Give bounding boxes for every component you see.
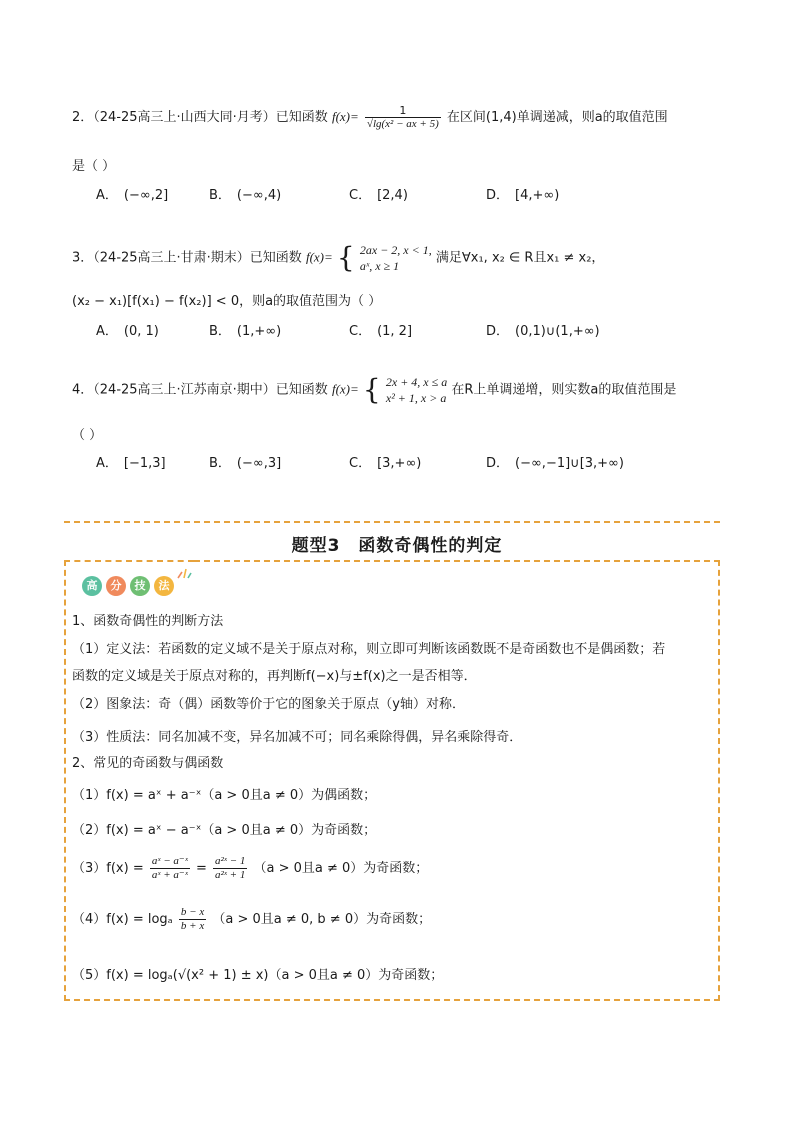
q3-option-a[interactable] bbox=[96, 320, 159, 339]
option-value: [4,+∞) bbox=[515, 188, 560, 203]
q3-cases bbox=[360, 242, 432, 274]
q4-cases bbox=[386, 374, 447, 406]
sparkle-icon bbox=[176, 566, 192, 580]
q3-prefix: 3．（24-25高三上·甘肃·期末）已知函数 bbox=[72, 250, 302, 266]
badge-ji: 技 bbox=[130, 576, 150, 596]
left-brace-icon: { bbox=[336, 241, 355, 274]
section-top-divider bbox=[64, 521, 720, 523]
q3-stem bbox=[72, 242, 604, 274]
section-title: 题型3 函数奇偶性的判定 bbox=[291, 536, 503, 556]
q2-option-b[interactable] bbox=[209, 184, 281, 203]
option-label: B． bbox=[209, 456, 231, 471]
q2-denominator: √lg(x² − ax + 5) bbox=[366, 118, 439, 130]
option-label: A． bbox=[96, 456, 118, 471]
q3-option-c[interactable] bbox=[349, 320, 412, 339]
option-label: A． bbox=[96, 324, 118, 339]
option-value: [2,4) bbox=[377, 188, 408, 203]
q2-prefix: 2．（24-25高三上·山西大同·月考）已知函数 bbox=[72, 110, 328, 125]
e4-prefix: （4）f(x) = logₐ bbox=[72, 912, 173, 927]
q3-function: f(x)= bbox=[305, 249, 333, 265]
e3-equals: = bbox=[195, 861, 207, 876]
q2-option-d[interactable] bbox=[486, 184, 559, 203]
option-label: B． bbox=[209, 188, 231, 203]
q2-line2: 是（ ） bbox=[72, 159, 116, 174]
option-value: (−∞,3] bbox=[236, 456, 282, 471]
q2-fraction bbox=[365, 104, 441, 131]
tips-example-2: （2）f(x) = aˣ − a⁻ˣ（a > 0且a ≠ 0）为奇函数； bbox=[72, 823, 377, 838]
e3-prefix: （3）f(x) = bbox=[72, 861, 144, 876]
e4-fraction bbox=[179, 906, 206, 933]
q3-case-2: aˣ, x ≥ 1 bbox=[359, 259, 400, 273]
option-label: B． bbox=[209, 324, 231, 339]
e4-suffix: （a > 0且a ≠ 0, b ≠ 0）为奇函数； bbox=[212, 912, 432, 927]
q2-function: f(x)= bbox=[331, 109, 359, 124]
q3-suffix: 满足∀x₁, x₂ ∈ R且x₁ ≠ x₂， bbox=[435, 250, 605, 266]
option-value: (−∞,2] bbox=[123, 188, 169, 203]
option-label: D． bbox=[486, 324, 510, 339]
tips-example-5: （5）f(x) = logₐ(√(x² + 1) ± x)（a > 0且a ≠ 0）为奇函数； bbox=[72, 968, 444, 983]
q4-case-1: 2x + 4, x ≤ a bbox=[385, 375, 448, 389]
q4-case-2: x² + 1, x > a bbox=[385, 391, 447, 405]
option-value: (−∞,4) bbox=[236, 188, 282, 203]
q2-stem bbox=[72, 104, 668, 131]
e3-fraction-1 bbox=[150, 855, 190, 882]
q2-suffix: 在区间(1,4)单调递减，则a的取值范围 bbox=[446, 110, 668, 125]
tips-heading-1: 1、函数奇偶性的判断方法 bbox=[72, 614, 224, 629]
left-brace-icon: { bbox=[362, 373, 381, 406]
q4-option-c[interactable] bbox=[349, 452, 421, 471]
q3-option-d[interactable] bbox=[486, 320, 600, 339]
e3-numerator-2: a²ˣ − 1 bbox=[215, 855, 246, 867]
option-value: [3,+∞) bbox=[377, 456, 422, 471]
q3-line2: (x₂ − x₁)[f(x₁) − f(x₂)] < 0，则a的取值范围为（ ） bbox=[72, 294, 382, 309]
option-label: A． bbox=[96, 188, 118, 203]
option-value: [−1,3] bbox=[123, 456, 166, 471]
option-label: D． bbox=[486, 456, 510, 471]
badge-gao: 高 bbox=[82, 576, 102, 596]
tips-p3: （3）性质法：同名加减不变，异名加减不可；同名乘除得偶，异名乘除得奇． bbox=[72, 730, 523, 745]
option-label: C． bbox=[349, 324, 372, 339]
e4-denominator: b + x bbox=[180, 920, 205, 932]
e3-numerator-1: aˣ − a⁻ˣ bbox=[151, 855, 188, 867]
option-label: D． bbox=[486, 188, 510, 203]
e3-denominator-1: aˣ + a⁻ˣ bbox=[151, 869, 188, 881]
q4-option-d[interactable] bbox=[486, 452, 624, 471]
tips-example-1: （1）f(x) = aˣ + a⁻ˣ（a > 0且a ≠ 0）为偶函数； bbox=[72, 788, 377, 803]
tips-example-3 bbox=[72, 855, 428, 882]
q4-line2: （ ） bbox=[72, 428, 103, 443]
q3-case-1: 2ax − 2, x < 1, bbox=[359, 243, 432, 257]
tips-p2: （2）图象法：奇（偶）函数等价于它的图象关于原点（y轴）对称． bbox=[72, 697, 465, 712]
q4-option-a[interactable] bbox=[96, 452, 166, 471]
badge-fa: 法 bbox=[154, 576, 174, 596]
option-label: C． bbox=[349, 188, 372, 203]
e3-denominator-2: a²ˣ + 1 bbox=[215, 869, 246, 881]
option-value: (1, 2] bbox=[377, 324, 413, 339]
e3-suffix: （a > 0且a ≠ 0）为奇函数； bbox=[253, 861, 429, 876]
option-label: C． bbox=[349, 456, 372, 471]
q4-prefix: 4．（24-25高三上·江苏南京·期中）已知函数 bbox=[72, 382, 328, 398]
option-value: (1,+∞) bbox=[236, 324, 282, 339]
tips-example-4 bbox=[72, 906, 431, 933]
q4-suffix: 在R上单调递增，则实数a的取值范围是 bbox=[451, 382, 677, 398]
option-value: (−∞,−1]∪[3,+∞) bbox=[515, 456, 624, 471]
e3-fraction-2 bbox=[213, 855, 247, 882]
e4-numerator: b − x bbox=[180, 906, 205, 918]
tips-heading-2: 2、常见的奇函数与偶函数 bbox=[72, 756, 224, 771]
q4-stem bbox=[72, 374, 676, 406]
option-value: (0, 1) bbox=[123, 324, 159, 339]
tips-p1a: （1）定义法：若函数的定义域不是关于原点对称，则立即可判断该函数既不是奇函数也不是偶函数；若 bbox=[72, 642, 666, 657]
q4-option-b[interactable] bbox=[209, 452, 281, 471]
q4-function: f(x)= bbox=[331, 381, 359, 397]
badge-fen: 分 bbox=[106, 576, 126, 596]
q2-option-c[interactable] bbox=[349, 184, 408, 203]
q2-option-a[interactable] bbox=[96, 184, 168, 203]
q3-option-b[interactable] bbox=[209, 320, 281, 339]
q2-numerator: 1 bbox=[365, 104, 441, 118]
tips-p1b: 函数的定义域是关于原点对称的，再判断f(−x)与±f(x)之一是否相等． bbox=[72, 669, 477, 684]
option-value: (0,1)∪(1,+∞) bbox=[515, 324, 600, 339]
